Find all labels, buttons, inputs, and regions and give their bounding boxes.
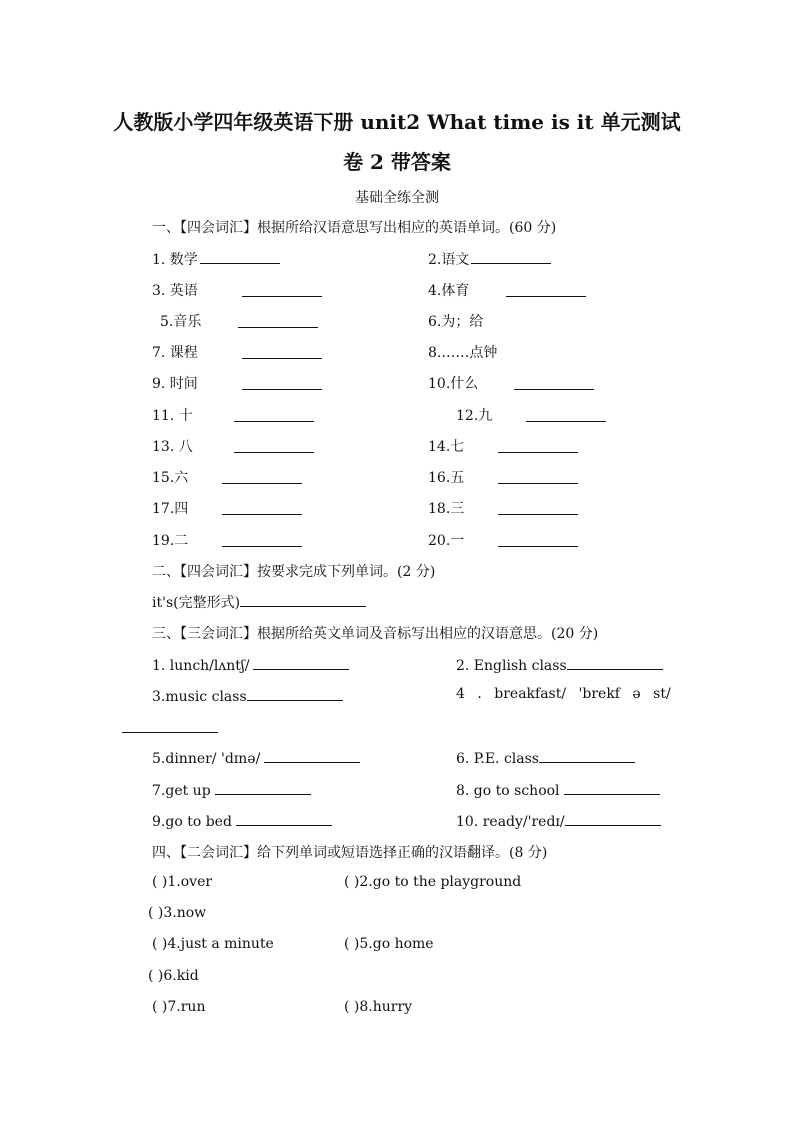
s1-item-4: 4.体育 bbox=[428, 283, 470, 299]
s3-item-8: 8. go to school bbox=[456, 780, 660, 799]
s4-item-3: ( )3.now bbox=[148, 905, 207, 921]
s1-blank-19[interactable] bbox=[222, 532, 302, 547]
section3-heading: 三、【三会词汇】根据所给英文单词及音标写出相应的汉语意思。(20 分) bbox=[152, 626, 599, 642]
s1-blank-10[interactable] bbox=[514, 375, 594, 390]
s1-blank-7[interactable] bbox=[242, 344, 322, 359]
s1-blank-9[interactable] bbox=[242, 375, 322, 390]
s1-blank-11[interactable] bbox=[234, 407, 314, 422]
s3-item-5: 5.dinner/ 'dɪnə/ bbox=[152, 748, 360, 767]
s1-blank-20[interactable] bbox=[498, 532, 578, 547]
s1-item-9: 9. 时间 bbox=[152, 376, 198, 392]
s1-item-1: 1. 数学 bbox=[152, 249, 280, 269]
s1-blank-13[interactable] bbox=[234, 438, 314, 453]
s1-item-5: 5.音乐 bbox=[160, 314, 202, 330]
s1-item-20: 20.一 bbox=[428, 533, 465, 549]
s1-item-8: 8.……点钟 bbox=[428, 345, 498, 361]
s3-item-4: 4 . breakfast/ 'brekf ə st/ bbox=[456, 686, 671, 702]
s1-item-19: 19.二 bbox=[152, 533, 189, 549]
section4-heading: 四、【二会词汇】给下列单词或短语选择正确的汉语翻译。(8 分) bbox=[152, 845, 548, 861]
s1-blank-4[interactable] bbox=[506, 282, 586, 297]
s1-item-13: 13. 八 bbox=[152, 439, 193, 455]
s3-item-3: 3.music class bbox=[152, 686, 343, 705]
s1-item-18: 18.三 bbox=[428, 501, 465, 517]
s4-item-5: ( )5.go home bbox=[344, 936, 434, 952]
s1-blank-15[interactable] bbox=[222, 469, 302, 484]
s1-item-10: 10.什么 bbox=[428, 376, 479, 392]
s3-item-9: 9.go to bed bbox=[152, 811, 332, 830]
s3-item-10: 10. ready/'redɪ/ bbox=[456, 811, 661, 830]
s4-item-4: ( )4.just a minute bbox=[152, 936, 274, 952]
s1-item-2: 2.语文 bbox=[428, 249, 551, 269]
s1-item-6: 6.为；给 bbox=[428, 314, 484, 330]
s1-blank-5[interactable] bbox=[238, 313, 318, 328]
s1-item-16: 16.五 bbox=[428, 470, 465, 486]
s1-blank-12[interactable] bbox=[526, 407, 606, 422]
s1-item-12: 12.九 bbox=[456, 408, 493, 424]
doc-title-line2: 卷 2 带答案 bbox=[343, 150, 451, 174]
s2-item: it's(完整形式) bbox=[152, 592, 366, 612]
s4-item-8: ( )8.hurry bbox=[344, 999, 413, 1015]
s4-item-6: ( )6.kid bbox=[148, 968, 199, 984]
s3-item-2: 2. English class bbox=[456, 655, 663, 674]
s4-item-7: ( )7.run bbox=[152, 999, 206, 1015]
s3-item-1: 1. lunch/lʌntʃ/ bbox=[152, 655, 349, 674]
s1-item-15: 15.六 bbox=[152, 470, 189, 486]
s3-blank-4[interactable] bbox=[122, 718, 218, 733]
s1-item-17: 17.四 bbox=[152, 501, 189, 517]
section2-heading: 二、【四会词汇】按要求完成下列单词。(2 分) bbox=[152, 564, 436, 580]
s3-item-6: 6. P.E. class bbox=[456, 748, 635, 767]
s1-item-3: 3. 英语 bbox=[152, 283, 198, 299]
s1-item-14: 14.七 bbox=[428, 439, 465, 455]
s1-blank-18[interactable] bbox=[498, 500, 578, 515]
s1-item-7: 7. 课程 bbox=[152, 345, 198, 361]
s3-item-7: 7.get up bbox=[152, 780, 311, 799]
s1-blank-14[interactable] bbox=[498, 438, 578, 453]
s4-item-2: ( )2.go to the playground bbox=[344, 874, 522, 890]
section1-heading: 一、【四会词汇】根据所给汉语意思写出相应的英语单词。(60 分) bbox=[152, 220, 557, 236]
doc-subtitle: 基础全练全测 bbox=[355, 190, 439, 206]
s1-item-11: 11. 十 bbox=[152, 408, 193, 424]
doc-title-line1: 人教版小学四年级英语下册 unit2 What time is it 单元测试 bbox=[113, 110, 681, 134]
s1-blank-3[interactable] bbox=[242, 282, 322, 297]
s4-item-1: ( )1.over bbox=[152, 874, 213, 890]
s1-blank-17[interactable] bbox=[222, 500, 302, 515]
s1-blank-16[interactable] bbox=[498, 469, 578, 484]
